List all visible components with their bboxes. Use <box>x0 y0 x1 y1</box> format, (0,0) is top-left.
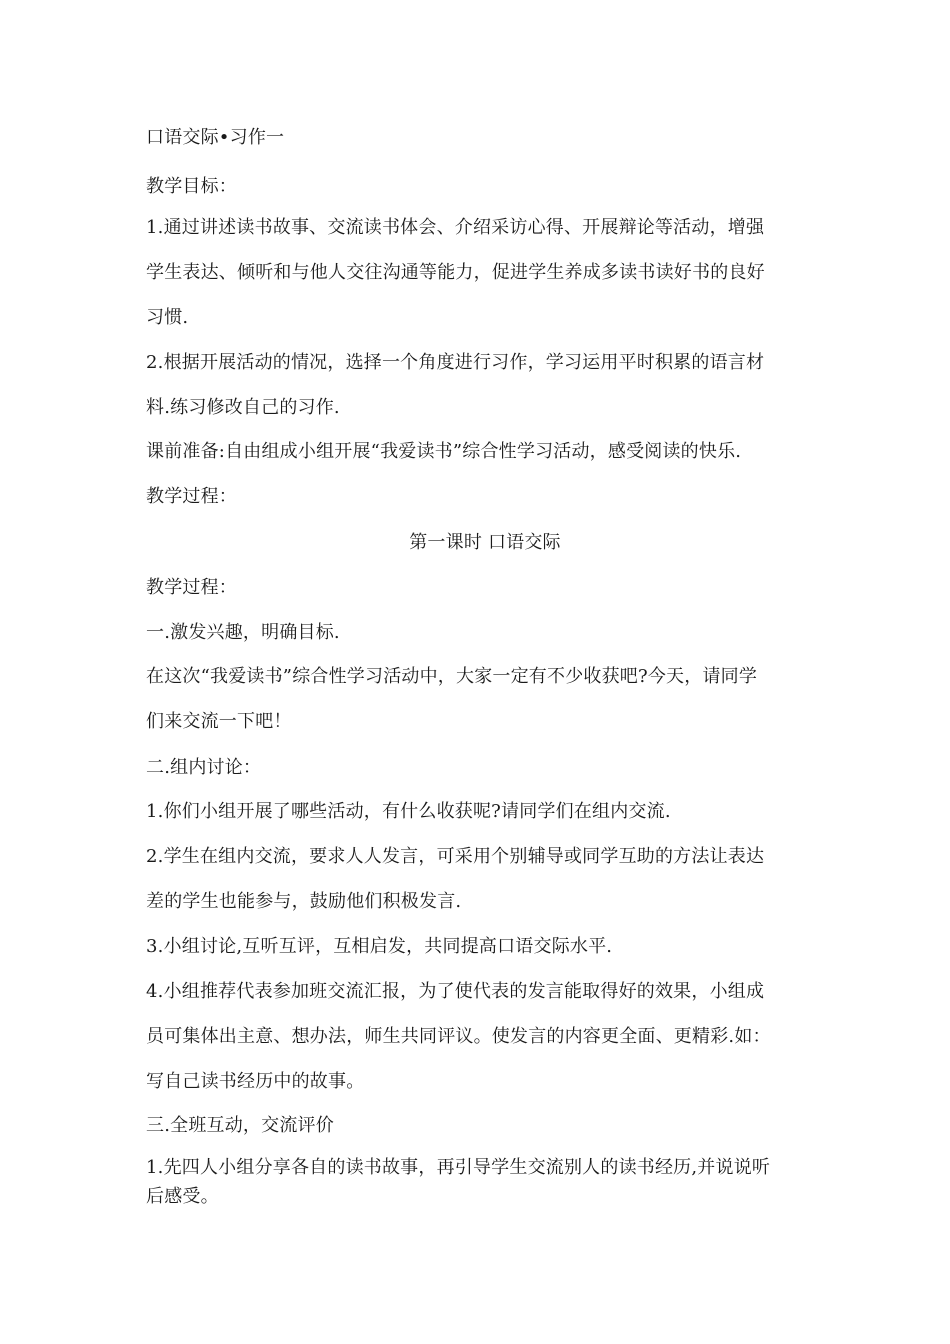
step-2-item-2-line-1: 2.学生在组内交流，要求人人发言，可采用个别辅导或同学互助的方法让表达 <box>146 846 765 867</box>
step-2-item-4-line-1: 4.小组推荐代表参加班交流汇报，为了使代表的发言能取得好的效果，小组成 <box>146 981 765 1002</box>
goal-1-line-1: 1.通过讲述读书故事、交流读书体会、介绍采访心得、开展辩论等活动，增强 <box>146 217 765 238</box>
step-3-heading: 三.全班互动，交流评价 <box>146 1115 334 1136</box>
step-1-line-1: 在这次“我爱读书”综合性学习活动中，大家一定有不少收获吧?今天，请同学 <box>146 666 758 687</box>
goals-heading: 教学目标： <box>146 176 237 197</box>
step-1-heading: 一.激发兴趣，明确目标. <box>146 622 340 643</box>
step-2-item-1: 1.你们小组开展了哪些活动，有什么收获呢?请同学们在组内交流. <box>146 801 671 822</box>
lesson-title: 第一课时 口语交际 <box>409 532 561 553</box>
step-3-item-1-line-1: 1.先四人小组分享各自的读书故事，再引导学生交流别人的读书经历,并说说听 <box>146 1157 771 1178</box>
document-title: 口语交际•习作一 <box>146 127 285 148</box>
step-2-item-4-line-3: 写自己读书经历中的故事。 <box>146 1071 365 1092</box>
class-preparation: 课前准备:自由组成小组开展“我爱读书”综合性学习活动，感受阅读的快乐. <box>146 441 742 462</box>
step-2-item-4-line-2: 员可集体出主意、想办法，师生共同评议。使发言的内容更全面、更精彩.如： <box>146 1026 771 1047</box>
step-2-item-2-line-2: 差的学生也能参与，鼓励他们积极发言. <box>146 891 462 912</box>
process-heading: 教学过程： <box>146 486 237 507</box>
goal-1-line-2: 学生表达、倾听和与他人交往沟通等能力，促进学生养成多读书读好书的良好 <box>146 262 765 283</box>
step-1-line-2: 们来交流一下吧！ <box>146 711 292 732</box>
goal-1-line-3: 习惯. <box>146 307 189 328</box>
step-2-heading: 二.组内讨论： <box>146 757 262 778</box>
step-3-item-1-line-2: 后感受。 <box>146 1186 219 1207</box>
goal-2-line-2: 料.练习修改自己的习作. <box>146 397 340 418</box>
goal-2-line-1: 2.根据开展活动的情况，选择一个角度进行习作，学习运用平时积累的语言材 <box>146 352 765 373</box>
process-heading-2: 教学过程： <box>146 577 237 598</box>
step-2-item-3: 3.小组讨论,互听互评，互相启发，共同提高口语交际水平. <box>146 936 613 957</box>
